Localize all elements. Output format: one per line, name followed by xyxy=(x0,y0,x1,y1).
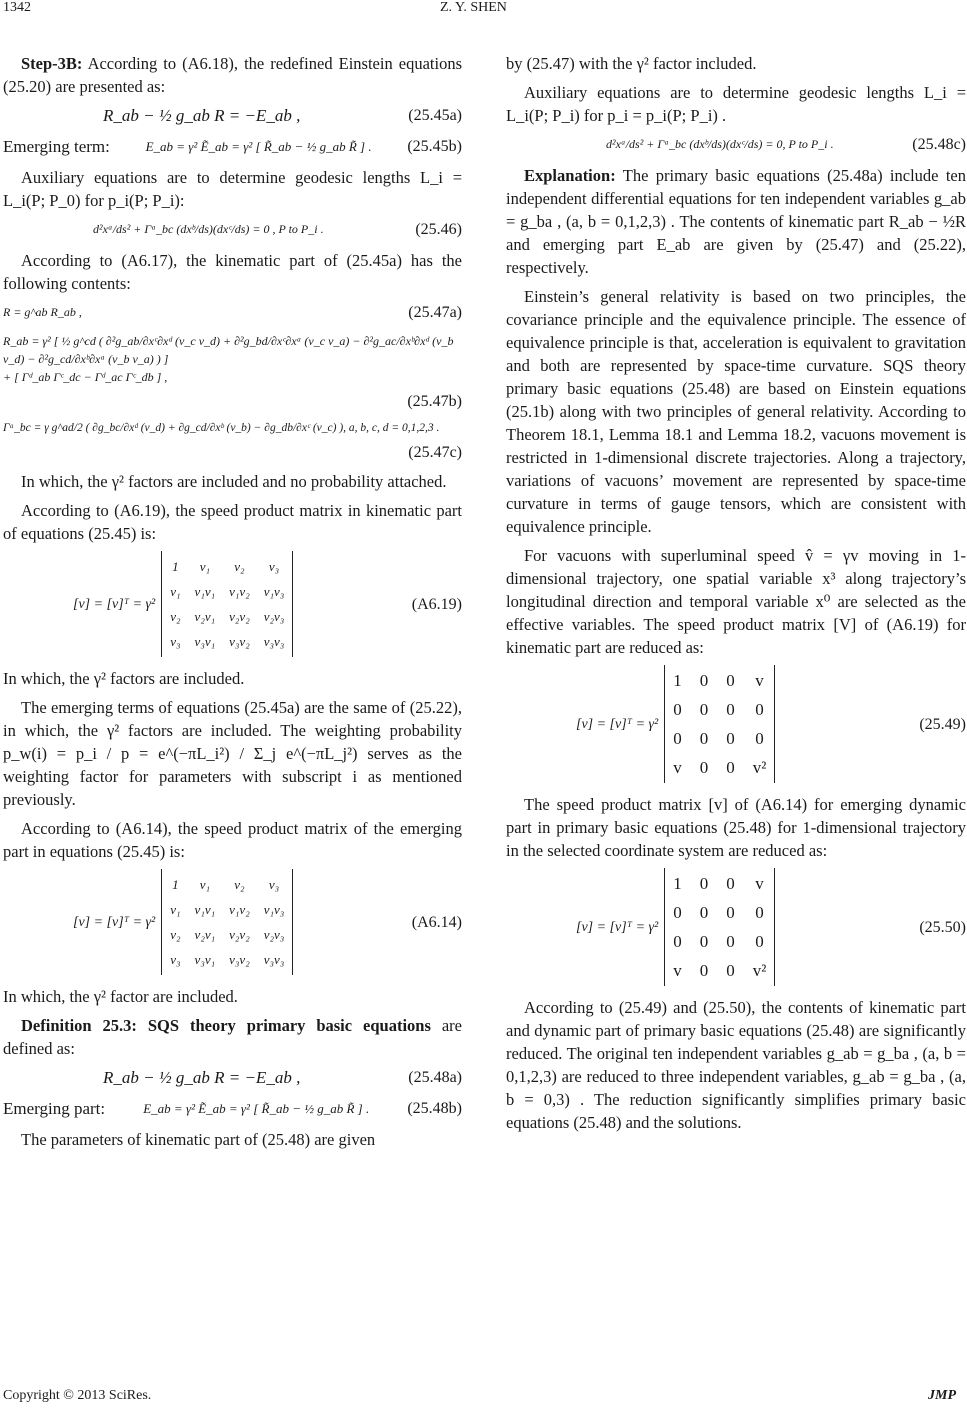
matrix-cell: v₂v₁ xyxy=(194,927,216,942)
matrix-cell: 0 xyxy=(673,729,682,748)
equation-body: R = g^ab R_ab , xyxy=(3,305,82,319)
matrix-cell: v₃ xyxy=(268,559,280,574)
equation-body: E_ab = γ² Ẽ_ab = γ² [ R̃_ab − ½ g_ab R̃ ] . xyxy=(143,1101,370,1116)
equation-number: (25.48b) xyxy=(407,1100,462,1117)
auxiliary-paragraph: Auxiliary equations are to determine geodesic lengths L_i = L_i(P; P_0) for p_i(P; P_i): xyxy=(3,168,462,210)
matrix-grid xyxy=(664,868,775,986)
matrix-cell: v₃v₁ xyxy=(194,952,216,967)
matrix-cell: 0 xyxy=(673,700,682,719)
matrix-a6-14 xyxy=(3,869,462,975)
matrix-cell: v₃v₁ xyxy=(194,634,216,649)
equation-25-48a xyxy=(3,1066,462,1089)
vacuons-paragraph: For vacuons with superluminal speed v̂ = γv moving in 1-dimensional trajectory, one spatial variable x³ along trajectory’s longitudinal direction and temporal variable x⁰ are selected as the effective variables. The speed product matrix [V] of (A6.19) for kinematic part are reduced as: xyxy=(506,546,966,657)
equation-body: d²xᵃ/ds² + Γᵃ_bc (dxᵇ/ds)(dxᶜ/ds) = 0, P to P_i . xyxy=(606,137,834,151)
equation-number: (25.46) xyxy=(415,221,462,238)
matrix-cell: v₁ xyxy=(170,902,181,917)
matrix-cell: 0 xyxy=(726,961,735,980)
matrix-cell: 0 xyxy=(699,758,709,777)
matrix-cell: v xyxy=(755,874,764,893)
matrix-25-49 xyxy=(506,665,966,783)
equation-number: (25.50) xyxy=(919,918,966,936)
matrix-cell: 1 xyxy=(673,874,682,893)
emerging-term-label: Emerging term: xyxy=(3,137,110,156)
matrix-cell: 0 xyxy=(726,932,735,951)
matrix-cell: v₁v₁ xyxy=(194,902,216,917)
matrix-lhs: [v] = [v]ᵀ = γ² 1 0 0 v 0 0 0 0 0 0 0 0 v 0 0 v² xyxy=(576,665,775,783)
journal-name: JMP xyxy=(928,1388,956,1403)
matrix-lhs: [v] = [v]ᵀ = γ² 1 v₁ v₂ v₃ v₁ v₁v₁ v₁v₂ v₁v₃ v₂ v₂v₁ v₂v₂ v₂v₃ v₃ v₃v₁ v₃v₂ v₃v₃ xyxy=(73,869,293,975)
equation-25-45b xyxy=(3,135,462,158)
equation-body: R_ab − ½ g_ab R = −E_ab , xyxy=(103,1068,301,1087)
explanation-text: The primary basic equations (25.48a) include ten independent differential equations for ten independent variables g_ab = g_ba , (a, b = 0,1,2,3) . The contents of kinematic part R_ab − ½R and emerging part E_ab are given by (25.47) and (25.22), respectively. xyxy=(506,166,966,277)
equation-number: (25.45b) xyxy=(407,138,462,155)
kinematic-paragraph: According to (A6.17), the kinematic part of (25.45a) has the following contents: xyxy=(3,251,462,293)
matrix-cell: 0 xyxy=(699,700,709,719)
equation-number: (25.47b) xyxy=(407,393,462,410)
matrix-cell: v xyxy=(673,961,682,980)
matrix-cell: 0 xyxy=(699,903,709,922)
matrix-cell: v₂v₂ xyxy=(229,927,250,942)
equation-25-45a xyxy=(3,104,462,127)
equation-number: (25.47a) xyxy=(408,304,462,321)
matrix-cell: v₂ xyxy=(234,559,245,574)
matrix-cell: v² xyxy=(752,758,767,777)
gamma-note-paragraph: In which, the γ² factors are included. xyxy=(3,669,245,688)
einstein-paragraph: Einstein’s general relativity is based on two principles, the covariance principle and the equivalence principle. The essence of equivalence principle is that, acceleration is equivalent to gravitation and both are represented by space-time curvature. SQS theory primary basic equations (25.48) are based on Einstein equations (25.1b) along with two principles of general relativity. According to Theorem 18.1, Lemma 18.1 and Lemma 18.2, vacuons movement is restricted in 1-dimensional discrete trajectories. Along a trajectory, variations of vacuons’ movement are represented by space-time curvature in terms of gauge tensors, which are consistent with equivalence principle. xyxy=(506,287,966,536)
matrix-cell: 1 xyxy=(673,671,682,690)
continuation-paragraph: by (25.47) with the γ² factor included. xyxy=(506,54,757,73)
matrix-cell: v xyxy=(673,758,682,777)
matrix-cell: v₂ xyxy=(170,927,181,942)
left-column xyxy=(3,52,462,1157)
equation-25-47b xyxy=(3,332,462,386)
matrix-cell: v² xyxy=(752,961,767,980)
matrix-cell: 0 xyxy=(699,874,709,893)
matrix-grid xyxy=(161,869,293,975)
equation-25-47a xyxy=(3,301,462,324)
matrix-cell: 1 xyxy=(172,877,179,892)
matrix-cell: 0 xyxy=(726,729,735,748)
matrix-cell: 0 xyxy=(755,700,764,719)
equation-body: E_ab = γ² Ẽ_ab = γ² [ R̃_ab − ½ g_ab R̃ ] . xyxy=(145,139,372,154)
matrix-cell: 0 xyxy=(699,961,709,980)
equation-25-48c xyxy=(506,133,966,156)
matrix-cell: v₂v₁ xyxy=(194,609,216,624)
matrix-cell: v₃ xyxy=(170,634,181,649)
gamma-note-paragraph: In which, the γ² factor are included. xyxy=(3,987,238,1006)
matrix-grid xyxy=(664,665,775,783)
equation-25-47c: Γᵃ_bc = γ g^ad/2 ( ∂g_bc/∂xᵈ (v_d) + ∂g_cd/∂xᵇ (v_b) − ∂g_db/∂xᶜ (v_c) ), a, b, c, d = 0,1,2,3 . xyxy=(3,422,440,434)
matrix-cell: 0 xyxy=(673,903,682,922)
step-paragraph xyxy=(3,52,462,98)
step-label: Step-3B: xyxy=(21,54,83,73)
matrix-cell: v₁v₁ xyxy=(194,584,216,599)
copyright-notice: Copyright © 2013 SciRes. xyxy=(3,1388,152,1403)
matrix-cell: 0 xyxy=(726,671,735,690)
equation-25-48b xyxy=(3,1097,462,1120)
equation-line: R_ab = γ² [ ½ g^cd ( ∂²g_ab/∂xᶜ∂xᵈ (v_c v_d) + ∂²g_bd/∂xᶜ∂xᵃ (v_c v_a) − ∂²g_ac/∂xᵇ∂xᵈ (v_b v_d) − ∂²g_cd/∂xᵇ∂xᵃ (v_b v_a) ) ] xyxy=(3,334,454,366)
matrix-lhs: [v] = [v]ᵀ = γ² 1 v₁ v₂ v₃ v₁ v₁v₁ v₁v₂ v₁v₃ v₂ v₂v₁ v₂v₂ v₂v₃ v₃ v₃v₁ v₃v₂ v₃v₃ xyxy=(73,551,293,657)
matrix-cell: 0 xyxy=(726,903,735,922)
matrix-cell: v₂v₂ xyxy=(229,609,250,624)
gamma-note-paragraph: In which, the γ² factors are included and no probability attached. xyxy=(21,472,447,491)
matrix-cell: 0 xyxy=(726,758,735,777)
equation-number: (25.48a) xyxy=(408,1069,462,1086)
matrix-cell: 0 xyxy=(699,932,709,951)
matrix-cell: v₃ xyxy=(268,877,280,892)
matrix-cell: v₁ xyxy=(170,584,181,599)
matrix-lhs: [v] = [v]ᵀ = γ² 1 0 0 v 0 0 0 0 0 0 0 0 v 0 0 v² xyxy=(576,868,775,986)
page-number: 1342 xyxy=(3,0,31,15)
matrix-cell: 0 xyxy=(755,932,764,951)
equation-number: (25.48c) xyxy=(912,136,966,153)
equation-number: (A6.14) xyxy=(411,913,462,931)
speed-matrix-paragraph: The speed product matrix [v] of (A6.14) for emerging dynamic part in primary basic equations (25.48) for 1-dimensional trajectory in the selected coordinate system are reduced as: xyxy=(506,795,966,860)
speed-matrix-paragraph: According to (A6.14), the speed product matrix of the emerging part in equations (25.45) is: xyxy=(3,819,462,861)
matrix-a6-19 xyxy=(3,551,462,657)
equation-body: R_ab − ½ g_ab R = −E_ab , xyxy=(103,106,301,125)
matrix-cell: v₃v₃ xyxy=(263,952,285,967)
matrix-cell: v₁v₃ xyxy=(263,584,285,599)
matrix-cell: v₁ xyxy=(199,559,210,574)
equation-line: + [ Γᵈ_ab Γᶜ_dc − Γᵈ_ac Γᶜ_db ] , xyxy=(3,370,168,384)
matrix-cell: v₁v₂ xyxy=(229,902,250,917)
running-header-author: Z. Y. SHEN xyxy=(440,0,507,15)
matrix-cell: v₂ xyxy=(234,877,245,892)
matrix-cell: v₂ xyxy=(170,609,181,624)
matrix-cell: 0 xyxy=(726,700,735,719)
auxiliary-paragraph: Auxiliary equations are to determine geodesic lengths L_i = L_i(P; P_i) for p_i = p_i(P; P_i) . xyxy=(506,83,966,125)
matrix-cell: 1 xyxy=(172,559,179,574)
matrix-grid xyxy=(161,551,293,657)
matrix-cell: v xyxy=(755,671,764,690)
equation-number: (25.45a) xyxy=(408,107,462,124)
matrix-cell: v₁ xyxy=(199,877,210,892)
definition-label: Definition 25.3: SQS theory primary basic equations xyxy=(21,1016,431,1035)
matrix-cell: v₁v₃ xyxy=(263,902,285,917)
matrix-cell: 0 xyxy=(699,671,709,690)
matrix-cell: 0 xyxy=(673,932,682,951)
matrix-cell: v₃ xyxy=(170,952,181,967)
matrix-cell: v₂v₃ xyxy=(263,927,285,942)
emerging-part-label: Emerging part: xyxy=(3,1099,106,1118)
matrix-cell: v₁v₂ xyxy=(229,584,250,599)
equation-number: (25.47c) xyxy=(408,444,462,461)
explanation-label: Explanation: xyxy=(524,166,616,185)
step-text: According to (A6.18), the redefined Einstein equations (25.20) are presented as: xyxy=(3,54,462,96)
speed-matrix-paragraph: According to (A6.19), the speed product matrix in kinematic part of equations (25.45) is: xyxy=(3,501,462,543)
conclusion-paragraph: According to (25.49) and (25.50), the contents of kinematic part and dynamic part of primary basic equations (25.48) are significantly reduced. The original ten independent variables g_ab = g_ba , (a, b = 0,1,2,3) are reduced to three independent variables, g_ab = g_ba , (a, b = 0,3) . The reduction significantly simplifies primary basic equations (25.48) and the solutions. xyxy=(506,998,966,1132)
matrix-cell: 0 xyxy=(755,729,764,748)
matrix-25-50 xyxy=(506,868,966,986)
matrix-cell: v₃v₂ xyxy=(229,952,250,967)
right-column xyxy=(506,52,966,1140)
emerging-terms-paragraph: The emerging terms of equations (25.45a) are the same of (25.22), in which, the γ² factors are included. The weighting probability p_w(i) = p_i / p = e^(−πL_i²) / Σ_j e^(−πL_j²) serves as the weighting factor for parameters with subscript i as mentioned previously. xyxy=(3,698,462,809)
matrix-cell: 0 xyxy=(699,729,709,748)
matrix-cell: 0 xyxy=(726,874,735,893)
equation-number: (25.49) xyxy=(919,715,966,733)
equation-25-46 xyxy=(3,218,462,241)
matrix-cell: 0 xyxy=(755,903,764,922)
definition-paragraph xyxy=(3,1014,462,1060)
equation-body: d²xᵃ/ds² + Γᵃ_bc (dxᵇ/ds)(dxᶜ/ds) = 0 , P to P_i . xyxy=(93,222,324,236)
definition-text: are defined as: xyxy=(3,1016,462,1058)
parameters-paragraph: The parameters of kinematic part of (25.48) are given xyxy=(21,1130,376,1149)
explanation-paragraph xyxy=(506,164,966,279)
equation-number: (A6.19) xyxy=(411,595,462,613)
matrix-cell: v₃v₃ xyxy=(263,634,285,649)
matrix-cell: v₃v₂ xyxy=(229,634,250,649)
matrix-cell: v₂v₃ xyxy=(263,609,285,624)
